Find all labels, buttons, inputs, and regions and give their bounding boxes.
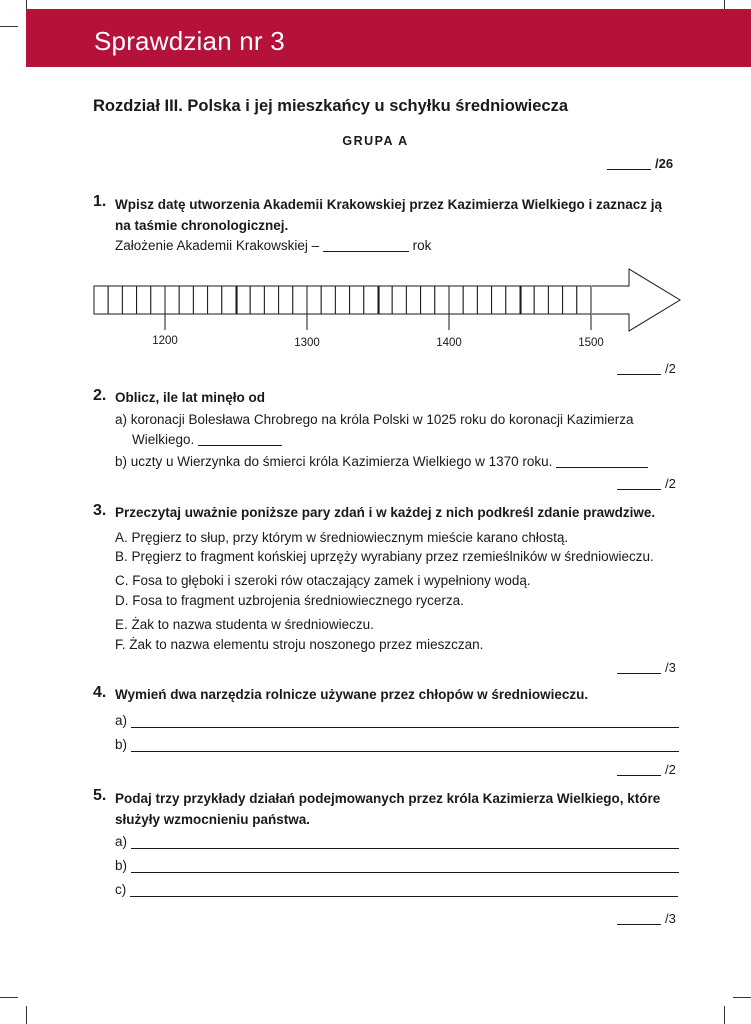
- timeline-cell[interactable]: [563, 286, 577, 314]
- timeline-cell[interactable]: [108, 286, 122, 314]
- crop-mark: [0, 26, 18, 27]
- timeline-tick-label: 1500: [578, 337, 604, 349]
- question-4-number: 4.: [93, 684, 107, 701]
- timeline-cell[interactable]: [236, 286, 250, 314]
- question-5-answer-b: [115, 858, 679, 873]
- question-3-score-value: /3: [665, 660, 676, 675]
- answer-label: b): [115, 858, 128, 873]
- timeline-cell[interactable]: [335, 286, 349, 314]
- question-1-score: [617, 361, 676, 376]
- timeline-cell[interactable]: [122, 286, 136, 314]
- timeline-tick-label: 1300: [294, 337, 320, 349]
- timeline-cell[interactable]: [350, 286, 364, 314]
- timeline-cell[interactable]: [151, 286, 165, 314]
- timeline-cell[interactable]: [406, 286, 420, 314]
- question-2-text: Oblicz, ile lat minęło od: [115, 390, 266, 405]
- timeline-cell[interactable]: [94, 286, 108, 314]
- question-2-number: 2.: [93, 387, 107, 404]
- timeline-cell[interactable]: [250, 286, 264, 314]
- timeline-arrow-head: [592, 269, 680, 331]
- item-b-answer-blank[interactable]: [556, 467, 648, 468]
- answer-label: b): [115, 737, 128, 752]
- timeline-cells: [94, 286, 591, 314]
- question-5-score-value: /3: [665, 911, 676, 926]
- score-blank[interactable]: [617, 673, 661, 674]
- question-3-score: [617, 660, 676, 675]
- header-bar: [26, 9, 751, 67]
- question-2-item-a: [115, 410, 634, 450]
- answer-line[interactable]: [130, 896, 678, 897]
- score-blank[interactable]: [607, 169, 651, 170]
- answer-label: a): [115, 713, 128, 728]
- question-1-text-line: Wpisz datę utworzenia Akademii Krakowskiej przez Kazimierza Wielkiego i zaznacz ją: [115, 197, 663, 212]
- question-5-answer-c: [115, 882, 678, 897]
- timeline-tick-label: 1200: [152, 335, 178, 347]
- question-1-prompt: [115, 236, 431, 256]
- prompt-suffix: rok: [412, 238, 432, 253]
- option-b[interactable]: B. Pręgierz to fragment końskiej uprzęży wyrabiany przez rzemieślników w średniowieczu.: [115, 549, 654, 564]
- question-5-text-line: Podaj trzy przykłady działań podejmowanych przez króla Kazimierza Wielkiego, które: [115, 791, 661, 806]
- timeline-cell[interactable]: [492, 286, 506, 314]
- answer-line[interactable]: [131, 872, 679, 873]
- timeline-cell[interactable]: [279, 286, 293, 314]
- question-4-answer-b: [115, 737, 679, 752]
- score-blank[interactable]: [617, 775, 661, 776]
- timeline-cell[interactable]: [449, 286, 463, 314]
- answer-label: a): [115, 834, 128, 849]
- total-score-value: /26: [655, 156, 674, 171]
- question-2-score: [617, 476, 676, 491]
- score-blank[interactable]: [617, 374, 661, 375]
- question-3-number: 3.: [93, 502, 107, 519]
- question-5-score: [617, 911, 676, 926]
- timeline-cell[interactable]: [307, 286, 321, 314]
- timeline-cell[interactable]: [463, 286, 477, 314]
- crop-mark: [724, 1006, 725, 1024]
- timeline-cell[interactable]: [477, 286, 491, 314]
- question-1-score-value: /2: [665, 361, 676, 376]
- option-d[interactable]: D. Fosa to fragment uzbrojenia średniowiecznego rycerza.: [115, 593, 464, 608]
- option-c[interactable]: C. Fosa to głęboki i szeroki rów otaczający zamek i wypełniony wodą.: [115, 573, 531, 588]
- question-1-text: [115, 194, 662, 236]
- timeline-cell[interactable]: [577, 286, 591, 314]
- score-blank[interactable]: [617, 489, 661, 490]
- question-4-score-value: /2: [665, 762, 676, 777]
- question-1-text-line: na taśmie chronologicznej.: [115, 218, 289, 233]
- timeline-cell[interactable]: [137, 286, 151, 314]
- timeline-cell[interactable]: [222, 286, 236, 314]
- timeline-cell[interactable]: [520, 286, 534, 314]
- group-label: GRUPA A: [342, 134, 409, 148]
- timeline-cell[interactable]: [208, 286, 222, 314]
- question-4-score: [617, 762, 676, 777]
- item-a-line: a) koronacji Bolesława Chrobrego na króla Polski w 1025 roku do koronacji Kazimierza: [115, 412, 634, 427]
- timeline-cell[interactable]: [165, 286, 179, 314]
- question-5-text-line: służyły wzmocnieniu państwa.: [115, 812, 311, 827]
- chapter-title: Rozdział III. Polska i jej mieszkańcy u schyłku średniowiecza: [93, 97, 569, 115]
- item-a-continuation: [115, 430, 634, 450]
- timeline-cell[interactable]: [548, 286, 562, 314]
- option-e[interactable]: E. Żak to nazwa studenta w średniowieczu.: [115, 617, 374, 632]
- answer-label: c): [115, 882, 127, 897]
- item-a-answer-blank[interactable]: [198, 445, 282, 446]
- item-a-line: Wielkiego.: [132, 432, 195, 447]
- timeline-cell[interactable]: [193, 286, 207, 314]
- timeline-cell[interactable]: [534, 286, 548, 314]
- timeline-cell[interactable]: [392, 286, 406, 314]
- question-4-text: Wymień dwa narzędzia rolnicze używane przez chłopów w średniowieczu.: [115, 687, 589, 702]
- timeline-cell[interactable]: [435, 286, 449, 314]
- timeline-tick-label: 1400: [436, 337, 462, 349]
- option-f[interactable]: F. Żak to nazwa elementu stroju noszonego przez mieszczan.: [115, 637, 484, 652]
- crop-mark: [733, 997, 751, 998]
- answer-line[interactable]: [131, 848, 679, 849]
- prompt-prefix: Założenie Akademii Krakowskiej –: [115, 238, 320, 253]
- timeline-cell[interactable]: [179, 286, 193, 314]
- option-a[interactable]: A. Pręgierz to słup, przy którym w średniowiecznym mieście karano chłostą.: [115, 530, 569, 545]
- answer-line[interactable]: [131, 751, 679, 752]
- question-5-answer-a: [115, 834, 679, 849]
- total-score: [607, 156, 673, 171]
- question-4-answer-a: [115, 713, 679, 728]
- crop-mark: [0, 997, 18, 998]
- question-2-score-value: /2: [665, 476, 676, 491]
- item-b-line: b) uczty u Wierzynka do śmierci króla Kazimierza Wielkiego w 1370 roku.: [115, 454, 553, 469]
- question-2-item-b: [115, 452, 648, 472]
- score-blank[interactable]: [617, 924, 661, 925]
- question-3-text: Przeczytaj uważnie poniższe pary zdań i w każdej z nich podkreśl zdanie prawdziwe.: [115, 505, 656, 520]
- timeline-cell[interactable]: [321, 286, 335, 314]
- question-5-number: 5.: [93, 787, 107, 804]
- question-1-number: 1.: [93, 193, 107, 210]
- question-5-text: [115, 788, 660, 830]
- crop-mark: [26, 1006, 27, 1024]
- year-answer-blank[interactable]: [323, 251, 409, 252]
- answer-line[interactable]: [131, 727, 679, 728]
- timeline-cell[interactable]: [364, 286, 378, 314]
- timeline-cell[interactable]: [378, 286, 392, 314]
- timeline-cell[interactable]: [506, 286, 520, 314]
- timeline-cell[interactable]: [421, 286, 435, 314]
- timeline-cell[interactable]: [264, 286, 278, 314]
- page-title: Sprawdzian nr 3: [94, 26, 285, 56]
- timeline-cell[interactable]: [293, 286, 307, 314]
